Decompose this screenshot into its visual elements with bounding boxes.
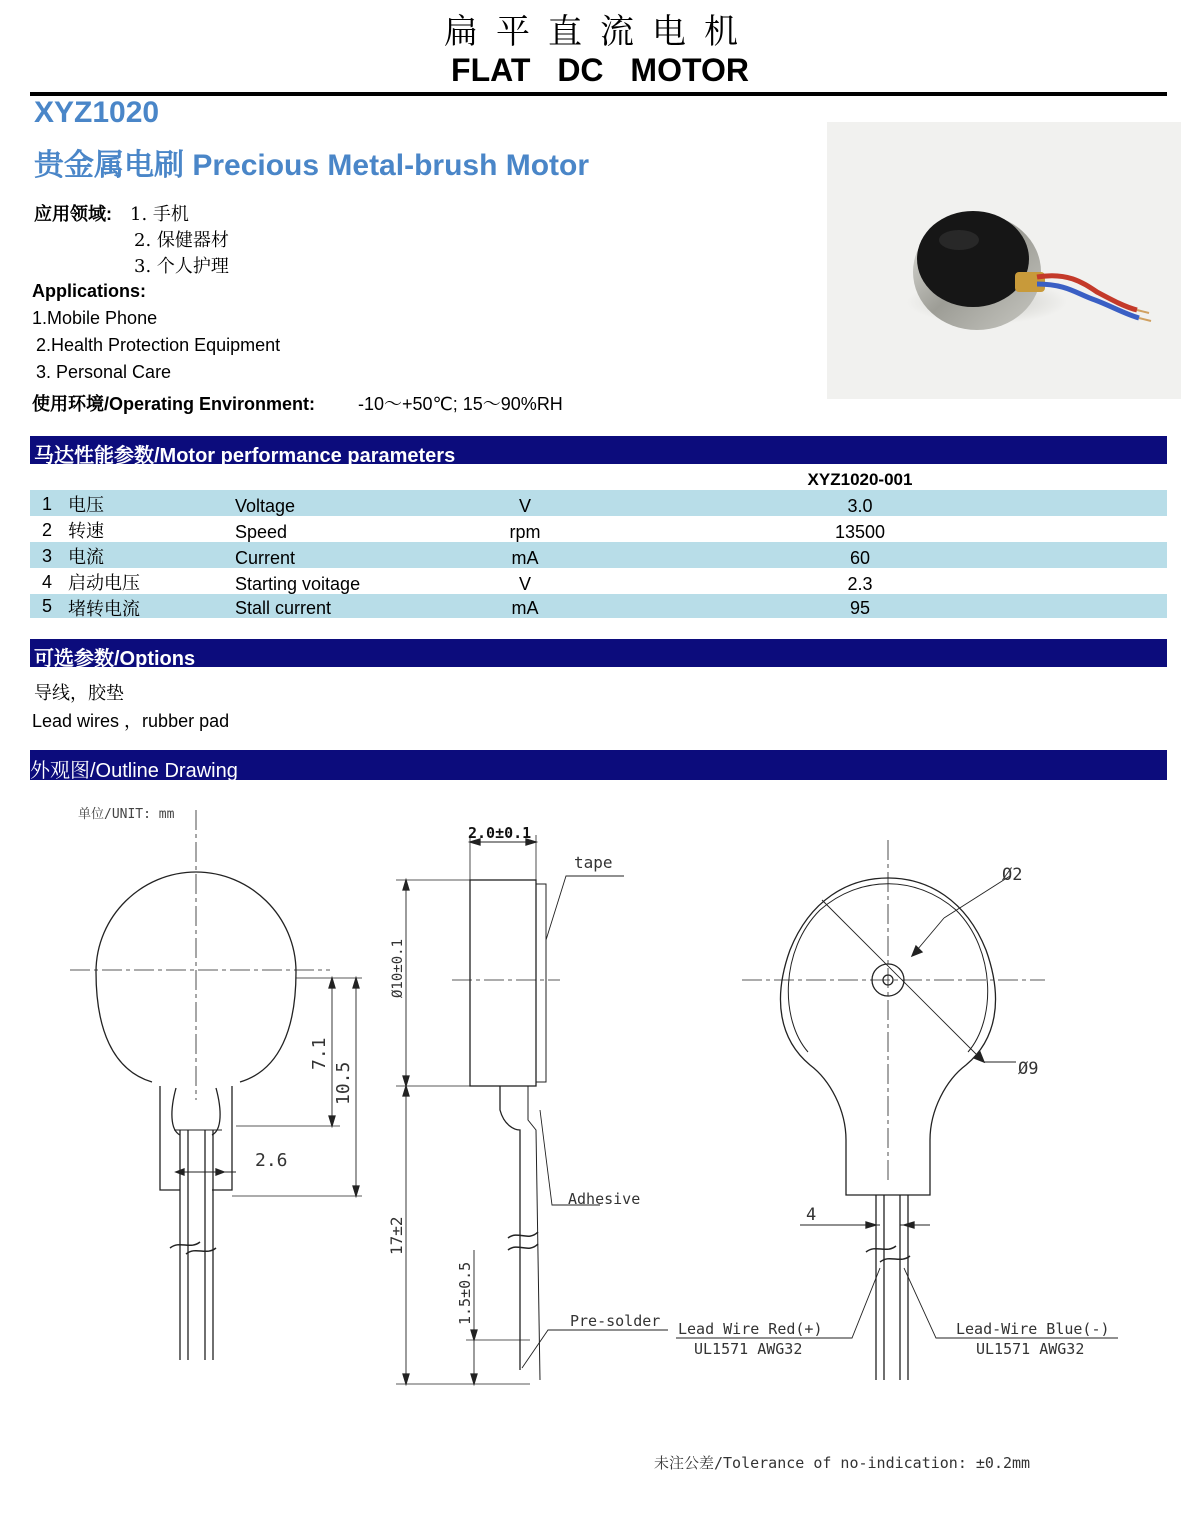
outline-heading-bar: [30, 750, 1167, 780]
performance-heading: 马达性能参数/Motor performance parameters: [34, 445, 456, 467]
outline-drawing: [0, 780, 1200, 1534]
row-name-cn: 转速: [68, 521, 104, 541]
row-value: 2.3: [847, 574, 873, 594]
applications-cn-item-3: 3. 个人护理: [134, 256, 229, 277]
table-row: [30, 568, 1167, 594]
row-unit: mA: [511, 548, 539, 568]
outline-drawing-svg: [0, 780, 1200, 1534]
lead-red-label: Lead Wire Red(+): [678, 1320, 823, 1338]
table-row: [30, 516, 1167, 542]
row-number: 3: [42, 546, 53, 566]
front-view: [70, 810, 362, 1360]
row-name-cn: 堵转电流: [68, 599, 140, 619]
row-name-en: Speed: [235, 522, 288, 542]
side-view: [387, 824, 668, 1384]
options-heading-bar: [30, 639, 1167, 670]
applications-en-item-3: 3. Personal Care: [36, 362, 172, 382]
options-heading: 可选参数/Options: [34, 648, 196, 670]
dim-1-5-label: 1.5±0.5: [456, 1261, 474, 1325]
row-number: 2: [42, 520, 53, 540]
motor-photo: [827, 122, 1181, 399]
dia-10-label: Ø10±0.1: [390, 938, 406, 998]
table-row: [30, 490, 1167, 516]
dim-thickness-label: 2.0±0.1: [468, 824, 532, 842]
row-value: 3.0: [847, 496, 873, 516]
pre-solder-label: Pre-solder: [570, 1312, 661, 1330]
lead-blue-label: Lead-Wire Blue(-): [956, 1320, 1110, 1338]
environment-label: 使用环境/Operating Environment:: [32, 394, 316, 414]
row-value: 95: [849, 598, 871, 618]
row-number: 4: [42, 572, 53, 592]
product-subtitle: 贵金属电刷 Precious Metal-brush Motor: [34, 149, 590, 182]
row-number: 5: [42, 596, 53, 616]
model-number: XYZ1020: [34, 96, 160, 129]
applications-cn-item-1: 1. 手机: [130, 204, 189, 225]
row-unit: rpm: [509, 522, 541, 542]
dim-10-5-label: 10.5: [333, 1061, 354, 1105]
adhesive-label: Adhesive: [568, 1190, 641, 1208]
tolerance-note: 未注公差/Tolerance of no-indication: ±0.2mm: [654, 1454, 1031, 1472]
tape-label: tape: [574, 853, 613, 872]
dim-7-1-label: 7.1: [309, 1037, 330, 1070]
back-view: [676, 840, 1118, 1380]
row-name-cn: 电流: [68, 547, 104, 567]
row-name-en: Voltage: [235, 496, 296, 516]
dia-9-label: Ø9: [1018, 1059, 1039, 1079]
table-row: [30, 542, 1167, 568]
row-value: 60: [849, 548, 871, 568]
unit-label: 单位/UNIT: mm: [78, 807, 175, 822]
applications-cn-item-2: 2. 保健器材: [134, 230, 229, 251]
performance-model-column: XYZ1020-001: [807, 470, 913, 489]
row-name-en: Current: [235, 548, 296, 568]
row-unit: V: [518, 574, 531, 594]
page-title-cn: 扁平直流电机: [444, 12, 756, 52]
outline-heading: 外观图/Outline Drawing: [30, 760, 238, 782]
performance-heading-bar: [30, 436, 1167, 467]
row-unit: V: [518, 496, 531, 516]
applications-en-item-1: 1.Mobile Phone: [32, 308, 158, 328]
row-name-en: Starting voitage: [235, 574, 361, 594]
row-name-cn: 启动电压: [68, 573, 140, 593]
coin-motor-image: [827, 122, 1181, 399]
row-unit: mA: [511, 598, 539, 618]
environment-value: -10～+50℃; 15～90%RH: [358, 394, 563, 414]
dia-2-label: Ø2: [1002, 865, 1023, 885]
applications-en-label: Applications:: [32, 281, 147, 301]
title-divider: [30, 92, 1167, 96]
lead-red-spec: UL1571 AWG32: [694, 1340, 803, 1358]
dim-17-label: 17±2: [387, 1216, 406, 1255]
table-row: [30, 594, 1167, 618]
applications-cn-label: 应用领域:: [34, 204, 112, 224]
dim-2-6-label: 2.6: [255, 1150, 288, 1171]
applications-en-item-2: 2.Health Protection Equipment: [36, 335, 281, 355]
row-name-cn: 电压: [68, 495, 104, 515]
dim-4-label: 4: [806, 1205, 817, 1225]
row-name-en: Stall current: [235, 598, 332, 618]
lead-blue-spec: UL1571 AWG32: [976, 1340, 1085, 1358]
page-title-en: FLAT DC MOTOR: [451, 52, 749, 88]
row-value: 13500: [834, 522, 886, 542]
row-number: 1: [42, 494, 53, 514]
options-cn: 导线，胶垫: [34, 683, 124, 703]
options-en: Lead wires ，rubber pad: [32, 711, 230, 731]
